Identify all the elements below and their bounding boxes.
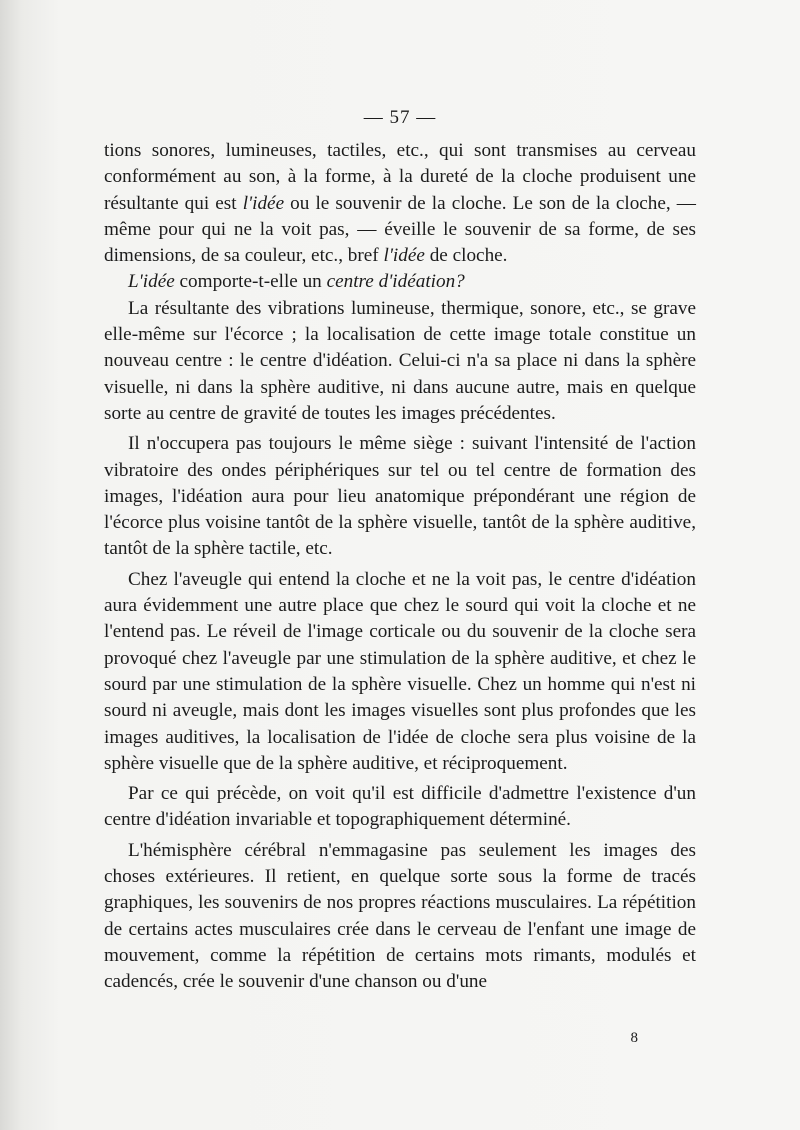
paragraph-1-text-b: ou le souvenir de la cloche. Le son de la cloche, — même pour qui ne la voit pas, — éveille le souvenir de sa forme, de ses dimensions, de sa couleur, etc., bref (104, 192, 696, 267)
paragraph-2-text-a: comporte-t-elle un (174, 271, 327, 293)
paragraph-5: Chez l'aveugle qui entend la cloche et ne la voit pas, le centre d'idéation aura évidemment une autre place que chez le sourd qui voit la cloche et ne l'entend pas. Le réveil de l'image corticale ou du souvenir de la cloche sera provoqué chez l'aveugle par une stimulation de la sphère auditive, et chez le sourd par une stimulation de la sphère visuelle. Chez un homme qui n'est ni sourd ni aveugle, mais dont les images visuelles sont plus profondes que les images auditives, la localisation de l'idée de cloche sera plus voisine de la sphère visuelle que de la sphère auditive, et réciproquement. (104, 568, 696, 774)
paragraph-1-text-a: tions sonores, lumineuses, tactiles, etc., qui sont transmises au cerveau conformément au son, à la forme, à la dureté de la cloche produisent une résultante qui est (104, 140, 696, 214)
paragraph-1 (104, 138, 696, 269)
signature-mark: 8 (630, 1030, 638, 1046)
paragraph-7: L'hémisphère cérébral n'emmagasine pas seulement les images des choses extérieures. Il retient, en quelque sorte sous la forme de tracés graphiques, les souvenirs de nos propres réactions musculaires. La répétition de certains actes musculaires crée dans le cerveau de l'enfant une image de mouvement, comme la répétition de certains mots rimants, modulés et cadencés, crée le souvenir d'une chanson ou d'une (104, 839, 696, 993)
paragraph-2-emphasis-2: centre d'idéation? (326, 271, 465, 293)
paragraph-1-emphasis-1: l'idée (242, 192, 285, 214)
body-text (104, 138, 696, 996)
page-number: — 57 — (363, 107, 437, 128)
paragraph-3: La résultante des vibrations lumineuse, thermique, sonore, etc., se grave elle-même sur l'écorce ; la localisation de cette image totale constitue un nouveau centre : le centre d'idéation. Celui-ci n'a sa place ni dans la sphère visuelle, ni dans la sphère auditive, ni dans aucune autre, mais en quelque sorte au centre de gravité de toutes les images précédentes. (104, 297, 696, 424)
paragraph-1-emphasis-2: l'idée (383, 245, 425, 267)
paragraph-4: Il n'occupera pas toujours le même siège : suivant l'intensité de l'action vibratoire des ondes périphériques sur tel ou tel centre de formation des images, l'idéation aura pour lieu anatomique prépondérant une région de l'écorce plus voisine tantôt de la sphère visuelle, tantôt de la sphère auditive, tantôt de la sphère tactile, etc. (104, 433, 696, 560)
paragraph-2-emphasis-1: L'idée (128, 271, 175, 293)
paragraph-1-text-c: de cloche. (424, 245, 508, 267)
paragraph-2 (104, 269, 696, 295)
paragraph-6: Par ce qui précède, on voit qu'il est difficile d'admettre l'existence d'un centre d'idéation invariable et topographiquement déterminé. (104, 783, 696, 831)
